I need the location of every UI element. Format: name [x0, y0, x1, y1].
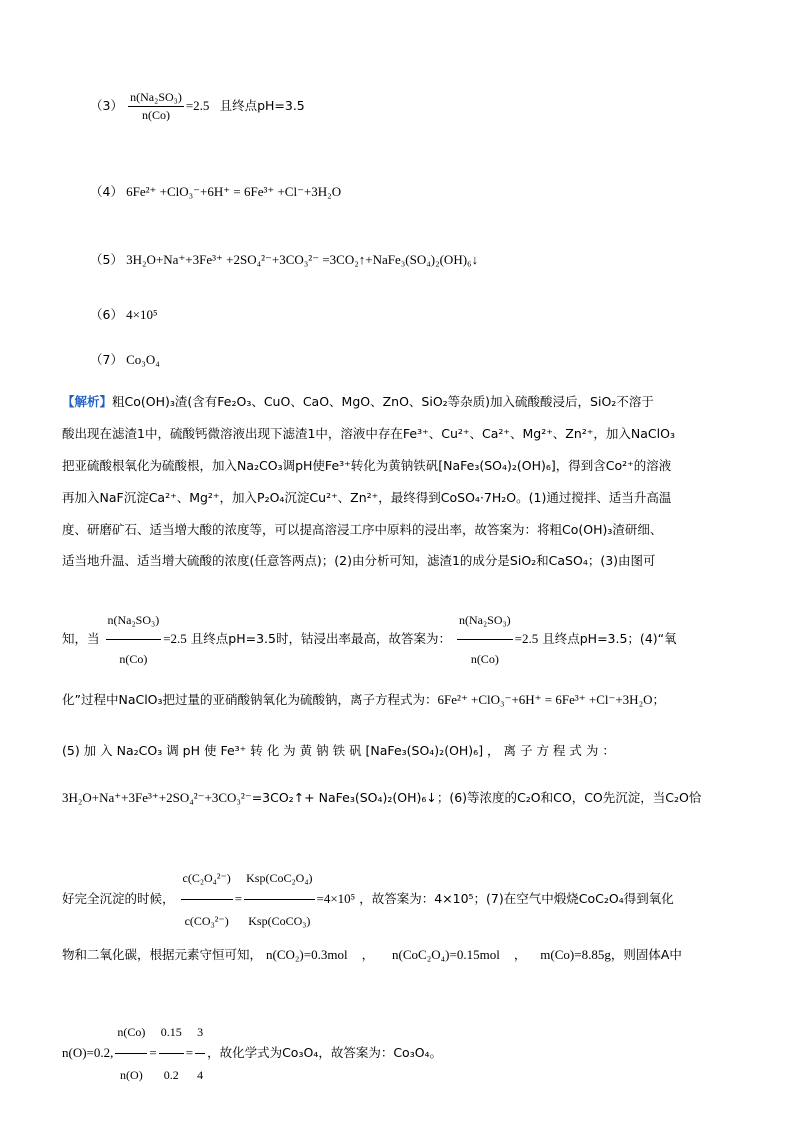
- analysis-line-2: 酸出现在滤渣1中，硫酸钙微溶液出现下滤渣1中，溶液中存在Fe³⁺、Cu²⁺、Ca²⁺、Mg²⁺、Zn²⁺，加入NaClO₃: [62, 426, 675, 441]
- analysis-line-3: 把亚硫酸根氧化为硫酸根，加入Na₂CO₃调pH使Fe³⁺转化为黄钠铁矾[NaFe₃(SO₄)₂(OH)₆]，得到含Co²⁺的溶液: [62, 458, 672, 473]
- answer-7: [90, 350, 740, 368]
- answer-6-text: 4×10⁵: [126, 307, 158, 322]
- analysis-line-4: 再加入NaF沉淀Ca²⁺、Mg²⁺，加入P₂O₄沉淀Cu²⁺、Zn²⁺，最终得到CoSO₄·7H₂O。(1)通过搅拌、适当升高温: [62, 490, 672, 505]
- analysis-text: 化”过程中NaClO₃把过量的亚硝酸钠氧化为硫酸钠，离子方程式为：: [62, 692, 438, 707]
- fraction: [181, 858, 233, 941]
- answer-3-label: （3）: [90, 98, 123, 113]
- mass-value: m(Co)=8.85g: [540, 947, 611, 962]
- fraction: [115, 1012, 147, 1095]
- fraction-denominator: n(Co): [141, 108, 170, 122]
- answer-7-text: Co₃O₄: [126, 352, 160, 367]
- analysis-text: 知，当: [62, 631, 100, 646]
- analysis-line-11: [62, 858, 742, 941]
- fraction-numerator: 3: [195, 1012, 205, 1054]
- analysis-text: ，故化学式为Co₃O₄，故答案为：Co₃O₄。: [207, 1045, 443, 1060]
- fraction-numerator: Ksp(CoC₂O₄): [244, 858, 314, 900]
- fraction-denominator: 0.2: [163, 1068, 179, 1082]
- fraction-denominator: n(O): [120, 1068, 143, 1082]
- fraction-denominator: 4: [197, 1068, 204, 1082]
- analysis-line-13: [62, 1012, 742, 1095]
- fraction: [195, 1012, 205, 1095]
- analysis-line-7: [62, 602, 742, 677]
- analysis-line-5: 度、研磨矿石、适当增大酸的浓度等，可以提高溶浸工序中原料的浸出率，故答案为：将粗Co(OH)₃渣研细、: [62, 522, 663, 537]
- fraction-numerator: c(C₂O₄²⁻): [181, 858, 233, 900]
- mol-value: n(CO₂)=0.3mol: [266, 947, 348, 962]
- answer-3: [90, 90, 740, 123]
- analysis-text: 好完全沉淀的时候，: [62, 891, 175, 906]
- equation: 6Fe²⁺ +ClO₃⁻+6H⁺ = 6Fe³⁺ +Cl⁻+3H₂O: [437, 692, 653, 707]
- analysis-text: ，则固体A中: [610, 947, 682, 962]
- fraction: [106, 602, 162, 677]
- equation: 3H₂O+Na⁺+3Fe³⁺+2SO₄²⁻+3CO₃²⁻: [62, 790, 252, 805]
- fraction: [159, 1012, 184, 1095]
- answer-6-label: （6）: [90, 307, 123, 322]
- mol-value: n(CoC₂O₄)=0.15mol: [392, 947, 500, 962]
- analysis-text: =3CO₂↑+ NaFe₃(SO₄)₂(OH)₆↓；(6)等浓度的C₂O和CO，CO先沉淀，当C₂O恰: [251, 790, 702, 805]
- analysis-line-10: [62, 788, 742, 808]
- analysis-line-9: (5) 加 入 Na₂CO₃ 调 pH 使 Fe³⁺ 转 化 为 黄 钠 铁 矾 [NaFe₃(SO₄)₂(OH)₆] ， 离 子 方 程 式 为 ：: [62, 743, 615, 758]
- analysis-line-12: 物和二氧化碳，根据元素守恒可知， n(CO₂)=0.3mol ， n(CoC₂O₄)=0.15mol ， m(Co)=8.85g，则固体A中: [62, 947, 682, 962]
- analysis-text: 物和二氧化碳，根据元素守恒可知，: [62, 947, 263, 962]
- answer-7-label: （7）: [90, 352, 123, 367]
- fraction-numerator: n(Na₂SO₃): [457, 602, 513, 640]
- answer-3-rest: 且终点pH=3.5: [219, 98, 305, 113]
- fraction: [244, 858, 314, 941]
- analysis-text: ，故答案为：4×10⁵；(7)在空气中煅烧CoC₂O₄得到氧化: [359, 891, 674, 906]
- answer-4-equation: 6Fe²⁺ +ClO₃⁻+6H⁺ = 6Fe³⁺ +Cl⁻+3H₂O: [126, 184, 342, 199]
- equals: =: [185, 1045, 194, 1060]
- analysis-line-8: [62, 690, 742, 710]
- equals: =: [234, 891, 243, 906]
- analysis-text: 且终点pH=3.5；(4)“氧: [542, 631, 677, 646]
- analysis-line-1: [62, 392, 742, 412]
- fraction-value: =2.5: [514, 631, 539, 646]
- analysis-text: 粗Co(OH)₃渣(含有Fe₂O₃、CuO、CaO、MgO、ZnO、SiO₂等杂质)加入硫酸酸浸后，SiO₂不溶于: [112, 394, 654, 409]
- fraction-denominator: n(Co): [119, 652, 148, 666]
- analysis-text: 且终点pH=3.5时，钴浸出率最高，故答案为：: [190, 631, 451, 646]
- equation: n(O)=0.2,: [62, 1045, 114, 1060]
- answer-6: [90, 305, 740, 323]
- analysis-line-6: 适当地升温、适当增大硫酸的浓度(任意答两点)；(2)由分析可知，滤渣1的成分是SiO₂和CaSO₄；(3)由图可: [62, 553, 656, 568]
- answer-3-fraction: [128, 90, 184, 123]
- answer-5: [90, 250, 740, 268]
- analysis-text: ；: [652, 692, 666, 707]
- answer-3-value: =2.5: [185, 98, 210, 113]
- answer-5-equation: 3H₂O+Na⁺+3Fe³⁺ +2SO₄²⁻+3CO₃²⁻ =3CO₂↑+NaFe₃(SO₄)₂(OH)₆↓: [126, 252, 479, 267]
- answer-4-label: （4）: [90, 184, 123, 199]
- fraction-numerator: n(Na₂SO₃): [128, 90, 184, 107]
- fraction-numerator: n(Na₂SO₃): [106, 602, 162, 640]
- fraction-numerator: 0.15: [159, 1012, 184, 1054]
- answer-4: [90, 182, 740, 200]
- equals: =: [149, 1045, 157, 1060]
- fraction-denominator: n(Co): [470, 652, 499, 666]
- fraction-value: =4×10⁵: [316, 891, 356, 906]
- analysis-tag: 【解析】: [62, 394, 113, 409]
- fraction-value: =2.5: [163, 631, 187, 646]
- fraction: [457, 602, 513, 677]
- fraction-denominator: c(CO₃²⁻): [184, 914, 229, 928]
- fraction-denominator: Ksp(CoCO₃): [248, 914, 311, 928]
- answer-5-label: （5）: [90, 252, 123, 267]
- fraction-numerator: n(Co): [115, 1012, 147, 1054]
